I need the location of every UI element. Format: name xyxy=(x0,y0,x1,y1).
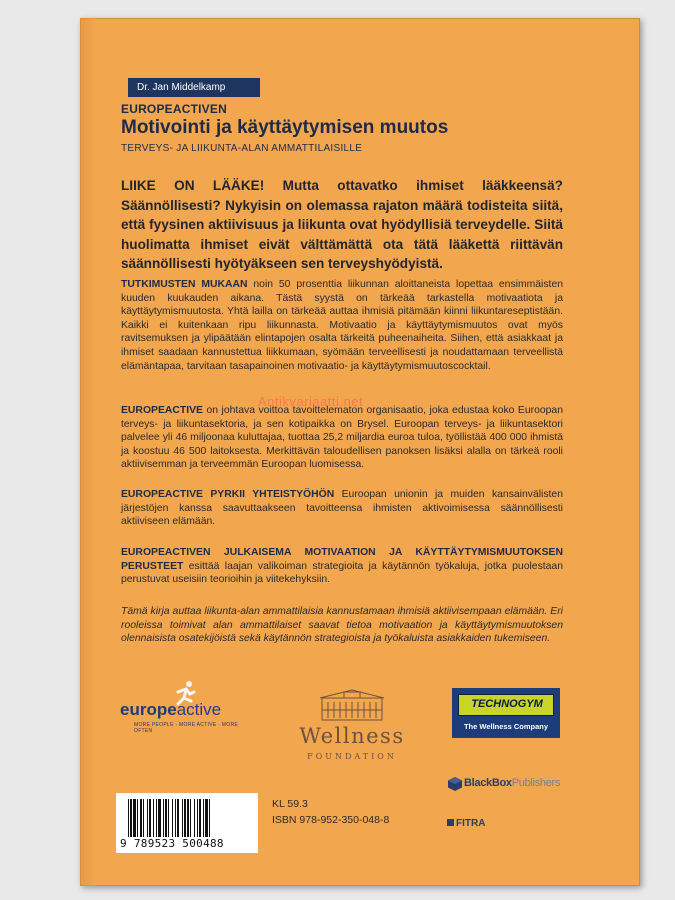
europeactive-logo xyxy=(120,686,248,736)
technogym-logo xyxy=(452,688,560,738)
barcode xyxy=(116,793,258,853)
paragraph-text: on johtava voittoa tavoittelematon organisaatio, joka edustaa koko Euroopan terveys- ja liikuntasektoria, ja sen kotipaikka on Brysel. Euroopan terveys- ja liikuntasektori palvelee yli 46 miljoonaa kuluttajaa, tuottaa 25,2 miljardia euroa tuloa, työllistää 400 000 ihmistä ja koostuu 46 500 laitoksesta. Merkittävän taloudellisen panoksen lisäksi alalla on tärkeä rooli aktiivisemman ja terveemmän Euroopan luomisessa. xyxy=(121,405,563,471)
book-subtitle: TERVEYS- JA LIIKUNTA-ALAN AMMATTILAISILLE xyxy=(121,143,363,154)
blackbox-wordmark: BlackBoxPublishers xyxy=(464,777,561,789)
author-label: Dr. Jan Middelkamp xyxy=(128,78,260,97)
body-paragraph xyxy=(121,488,563,529)
body-paragraph xyxy=(121,278,563,373)
fitra-logo: FITRA xyxy=(447,818,485,829)
wellness-wordmark: Wellness xyxy=(299,724,405,748)
book-title: Motivointi ja käyttäytymisen muutos xyxy=(121,117,449,138)
technogym-wordmark: TECHNOGYM xyxy=(471,698,543,710)
spine-edge xyxy=(80,18,96,886)
wellness-subtitle: FOUNDATION xyxy=(307,752,397,761)
series-name: EUROPEACTIVEN xyxy=(121,102,227,116)
lead-paragraph: LIIKE ON LÄÄKE! Mutta ottavatko ihmiset lääkkeensä? Säännöllisesti? Nykyisin on olemassa rajaton määrä todisteita siitä, että fyysinen aktiivisuus ja liikunta ovat hyödyllisiä terveydelle. Siitä huolimatta ihmiset eivät välttämättä ota tätä lääkettä riittävän säännöllisesti hyötyäkseen sen terveyshyödyistä. xyxy=(121,178,563,271)
barcode-bars xyxy=(126,799,250,837)
barcode-number: 9 789523 500488 xyxy=(120,837,224,850)
paragraph-text: noin 50 prosenttia liikunnan aloittaneista lopettaa ensimmäisten kuuden kuukauden aikana. Tästä syystä on tärkeää tarkastella motivaatiota ja käyttäytymismuutosta. Yhtä lailla on tärkeää auttaa ihmisiä pitämään kiinni liikuntareseptistään. Kaikki ei kuitenkaan ripu liikunnasta. Motivaatio ja käyttäytymismuutos ovat myös ravitsemuksen ja ylipäätään elintapojen osalta tärkeitä puheenaiheita. Siihen, että asiakkaat ja ihmiset saadaan kannustettua liikkumaan, syömään terveellisesti ja noudattamaan terveellistä elämäntapaa, tarvitaan tasapainoinen motivaatio- ja käyttäytymismuutoscocktail. xyxy=(121,279,563,372)
closing-paragraph: Tämä kirja auttaa liikunta-alan ammattilaisia kannustamaan ihmisiä aktiivisempaan elämään. Eri rooleissa toimivat alan ammattilaiset saavat tietoa motivaation ja käyttäytymismuutoksen olennaisista osatekijöistä sekä käytännön strategioista ja työkaluista asiakkaiden tukemiseen. xyxy=(121,606,563,645)
paragraph-text: Euroopan unionin ja muiden kansainvälisten järjestöjen kanssa saavuttaakseen tavoitteensa ihmisten aktivoimisessa säännöllisesti aktiiviseen elämään. xyxy=(121,489,563,528)
watermark: Antikvariaatti.net xyxy=(258,394,364,409)
technogym-badge xyxy=(458,694,554,716)
isbn: ISBN 978-952-350-048-8 xyxy=(272,814,390,826)
body-paragraph xyxy=(121,546,563,587)
body-paragraph xyxy=(121,404,563,472)
blackbox-publishers-logo xyxy=(447,774,567,794)
paragraph-heading: EUROPEACTIVE xyxy=(121,405,203,416)
paragraph-heading: EUROPEACTIVEN JULKAISEMA MOTIVAATION JA KÄYTTÄYTYMISMUUTOKSEN PERUSTEET xyxy=(121,547,563,572)
paragraph-heading: EUROPEACTIVE PYRKII YHTEISTYÖHÖN xyxy=(121,489,335,500)
wellness-foundation-logo xyxy=(290,688,414,768)
europeactive-wordmark: europeactive xyxy=(120,700,222,719)
europeactive-tagline: MORE PEOPLE · MORE ACTIVE · MORE OFTEN xyxy=(134,722,239,734)
technogym-tagline: The Wellness Company xyxy=(463,722,549,731)
paragraph-text: esittää laajan valikoiman strategioita ja käytännön työkaluja, jotka puolestaan perustuvat useisiin teorioihin ja viitekehyksiin. xyxy=(121,560,563,586)
classification-code: KL 59.3 xyxy=(272,798,308,810)
paragraph-heading: TUTKIMUSTEN MUKAAN xyxy=(121,279,248,290)
fitra-mark-icon xyxy=(447,819,454,826)
building-icon xyxy=(318,688,386,722)
cube-icon xyxy=(447,776,463,792)
